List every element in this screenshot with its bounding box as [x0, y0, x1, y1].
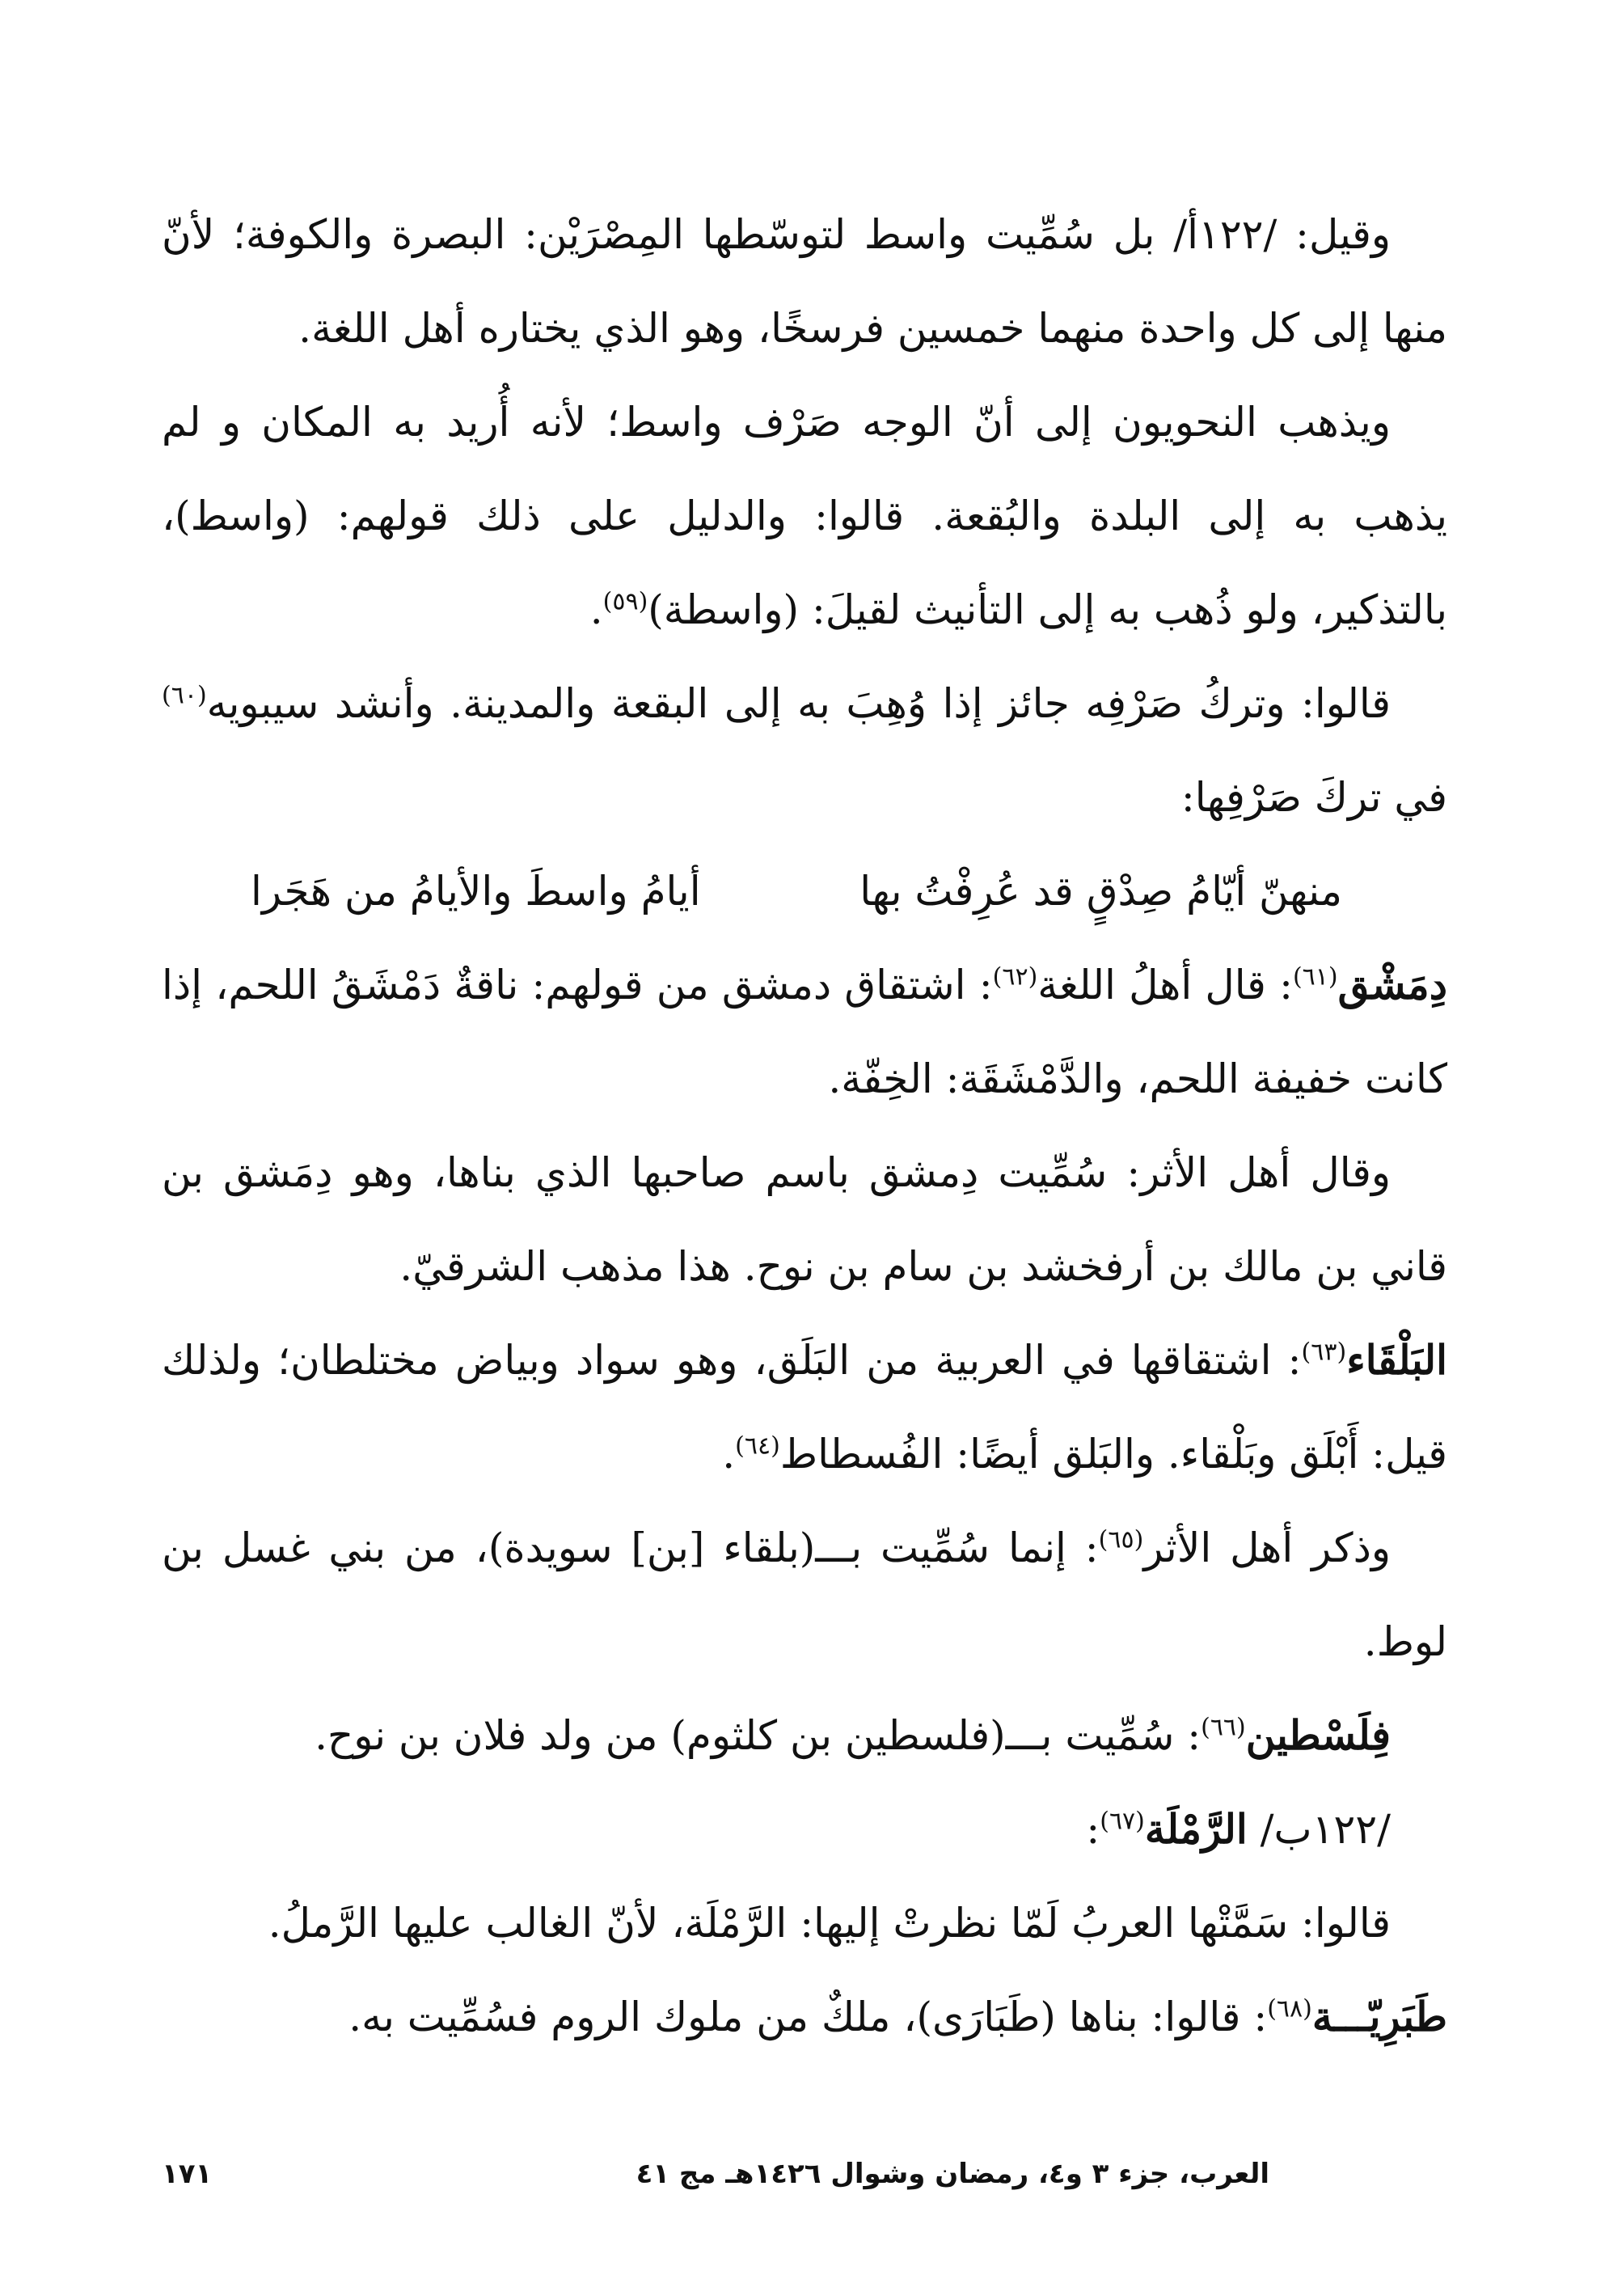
entry-text: : قالوا: بناها (طَبَارَى)، ملكٌ من ملوك الروم فسُمِّيت به. — [348, 1994, 1268, 2040]
entry-tabariyya — [162, 1970, 1447, 2064]
footnote-ref[interactable]: (٦٣) — [1301, 1338, 1347, 1367]
paragraph-tail: . — [589, 586, 603, 633]
paragraph-wasit-naming — [162, 188, 1447, 375]
footnote-ref[interactable]: (٦٥) — [1098, 1525, 1144, 1554]
footnote-ref[interactable]: (٦٤) — [735, 1431, 780, 1461]
entry-text: : إنما سُمِّيت بـــ(بلقاء [بن] سويدة)، من بني غسل بن لوط. — [162, 1524, 1447, 1665]
entry-colon: : — [1086, 1806, 1100, 1853]
entry-term: طَبَرِيّـــة — [1311, 1993, 1447, 2040]
entry-text: وذكر أهل الأثر — [1143, 1524, 1391, 1571]
page-footer — [162, 2158, 1447, 2190]
entry-text: قالوا: سَمَّتْها العربُ لَمّا نظرتْ إليها: الرَّمْلَة، لأنّ الغالب عليها الرَّملُ. — [268, 1900, 1391, 1947]
footnote-ref[interactable]: (٦٦) — [1201, 1713, 1246, 1742]
page-number: ١٧١ — [162, 2158, 213, 2190]
entry-term: فِلَسْطين — [1245, 1711, 1391, 1759]
footnote-ref[interactable]: (٦٢) — [992, 962, 1038, 992]
verse-hemistich-first: منهنّ أيّامُ صِدْقٍ قد عُرِفْتُ بها — [859, 868, 1342, 915]
poetry-verse — [162, 844, 1447, 938]
footnote-ref[interactable]: (٦٧) — [1100, 1807, 1145, 1836]
entry-text: . — [722, 1431, 736, 1478]
footnote-ref[interactable]: (٦٠) — [162, 681, 207, 710]
entry-text: : قال أهلُ اللغة — [1037, 962, 1293, 1008]
paragraph-grammarians — [162, 375, 1447, 657]
verse-hemistich-second: أيامُ واسطَ والأيامُ من هَجَرا — [251, 868, 701, 915]
entry-dimashq — [162, 938, 1447, 1126]
paragraph-text: قالوا: وتركُ صَرْفِه جائز إذا وُهِبَ به إلى البقعة والمدينة. وأنشد سيبويه — [206, 680, 1391, 727]
paragraph-text: ويذهب النحويون إلى أنّ الوجه صَرْف واسط؛ لأنه أُريد به المكان و لم يذهب به إلى البلدة والبُقعة. قالوا: والدليل على ذلك قولهم: (واسط)، بالتذكير، ولو ذُهب به إلى التأنيث لقيلَ: (واسطة) — [162, 399, 1447, 633]
footnote-ref[interactable]: (٦١) — [1292, 962, 1338, 992]
entry-term: دِمَشْق — [1337, 961, 1447, 1008]
footnote-ref[interactable]: (٦٨) — [1267, 1994, 1312, 2023]
journal-citation: العرب، جزء ٣ و٤، رمضان وشوال ١٤٢٦هـ مج ٤١ — [636, 2158, 1269, 2190]
entry-ramla-text — [162, 1876, 1447, 1970]
entry-text: : اشتقاقها في العربية من البَلَق، وهو سواد وبياض مختلطان؛ ولذلك قيل: أَبْلَق وبَلْقاء. والبَلق أيضًا: الفُسطاط — [162, 1337, 1447, 1478]
paragraph-sibawayh — [162, 657, 1447, 844]
paragraph-tail: في تركَ صَرْفِها: — [1180, 774, 1447, 821]
entry-filastin — [162, 1689, 1447, 1782]
paragraph-dimashq-athar — [162, 1126, 1447, 1313]
paragraph-text: وقيل: /١٢٢أ/ بل سُمِّيت واسط لتوسّطها المِصْرَيْن: البصرة والكوفة؛ لأنّ منها إلى كل واحدة منهما خمسين فرسخًا، وهو الذي يختاره أهل اللغة. — [162, 211, 1447, 352]
entry-text: : سُمِّيت بـــ(فلسطين بن كلثوم) من ولد فلان بن نوح. — [315, 1712, 1201, 1759]
paragraph-balqa-athar — [162, 1501, 1447, 1689]
paragraph-text: وقال أهل الأثر: سُمِّيت دِمشق باسم صاحبها الذي بناها، وهو دِمَشق بن قاني بن مالك بن أرفخشد بن سام بن نوح. هذا مذهب الشرقيّ. — [162, 1149, 1447, 1290]
main-text — [162, 188, 1447, 2064]
entry-term: الرَّمْلَة — [1144, 1805, 1248, 1853]
entry-balqa — [162, 1313, 1447, 1501]
entry-term: البَلْقَاء — [1346, 1336, 1447, 1384]
entry-text: : اشتقاق دمشق من قولهم: ناقةٌ دَمْشَقُ اللحم، إذا كانت خفيفة اللحم، والدَّمْشَقَة: الخِفّة. — [162, 962, 1447, 1102]
footnote-ref[interactable]: (٥٩) — [602, 587, 648, 616]
entry-ramla-heading — [162, 1782, 1447, 1876]
folio-marker: /١٢٢ب/ — [1247, 1806, 1391, 1853]
